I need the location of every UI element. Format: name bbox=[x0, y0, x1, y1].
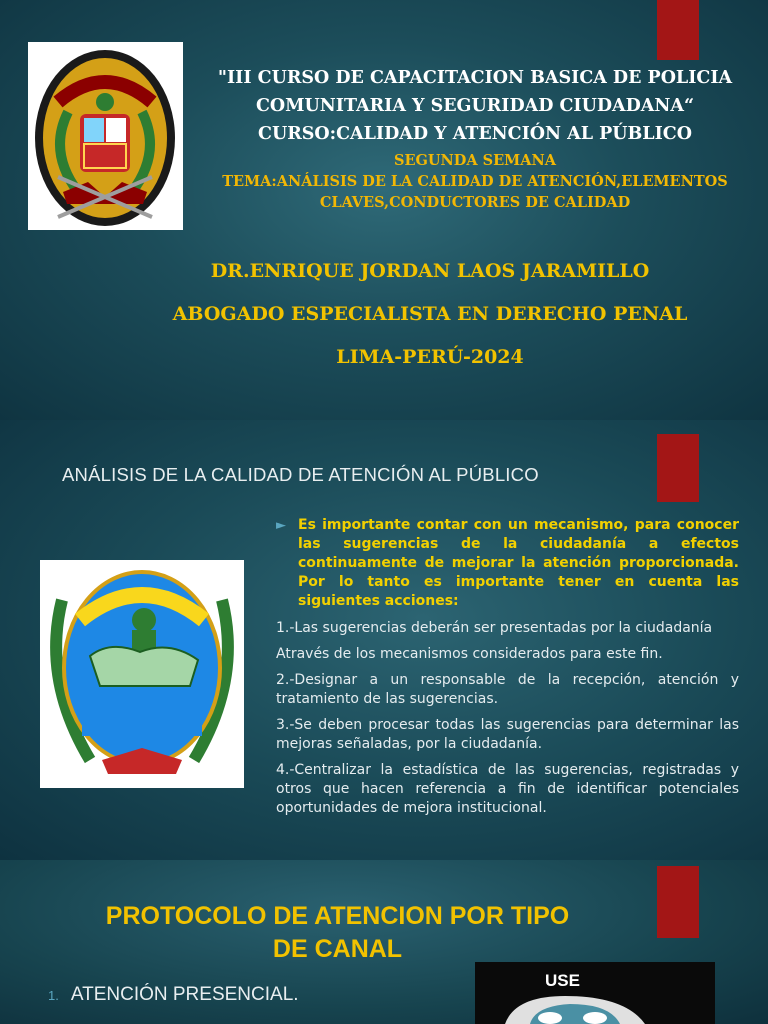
analysis-body bbox=[276, 516, 739, 825]
red-accent-bar bbox=[657, 866, 699, 938]
author-name: DR.ENRIQUE JORDAN LAOS JARAMILLO bbox=[210, 260, 650, 282]
poster-text: USE bbox=[545, 971, 580, 990]
course-heading bbox=[190, 64, 760, 213]
item-text: ATENCIÓN PRESENCIAL. bbox=[70, 984, 299, 1005]
course-title-line2: COMUNITARIA Y SEGURIDAD CIUDADANA“ bbox=[255, 96, 695, 116]
slide-title bbox=[0, 0, 768, 420]
author-block bbox=[130, 250, 730, 379]
place-year: LIMA-PERÚ-2024 bbox=[336, 346, 524, 368]
poster-figure-icon bbox=[475, 962, 715, 1024]
police-emblem-icon bbox=[28, 42, 183, 230]
paragraph-4: 3.-Se deben procesar todas las sugerencias para determinar las mejoras señaladas, por la ciudadanía. bbox=[276, 717, 739, 752]
red-accent-bar bbox=[657, 434, 699, 502]
protocol-title-line2: DE CANAL bbox=[272, 935, 403, 963]
slide-title: ANÁLISIS DE LA CALIDAD DE ATENCIÓN AL PÚBLICO bbox=[62, 464, 539, 485]
slide-protocol bbox=[0, 860, 768, 1024]
protocol-title bbox=[50, 900, 625, 966]
topic-line1: TEMA:ANÁLISIS DE LA CALIDAD DE ATENCIÓN,ELEMENTOS bbox=[222, 173, 728, 190]
list-item bbox=[48, 984, 299, 1006]
intro-bullet-text: Es importante contar con un mecanismo, para conocer las sugerencias de la ciudadanía a efectos continuamente de mejorar la atención proporcionada. Por lo tanto es importante tener en cuenta las siguientes acciones: bbox=[298, 517, 739, 609]
intro-bullet bbox=[276, 516, 739, 611]
week-label: SEGUNDA SEMANA bbox=[393, 152, 556, 169]
item-number: 1. bbox=[48, 988, 59, 1003]
paragraph-1: 1.-Las sugerencias deberán ser presentadas por la ciudadanía bbox=[276, 620, 713, 636]
protocol-title-line1: PROTOCOLO DE ATENCION POR TIPO bbox=[105, 902, 570, 930]
poster-image bbox=[475, 962, 715, 1024]
course-title-line3: CURSO:CALIDAD Y ATENCIÓN AL PÚBLICO bbox=[258, 124, 692, 144]
topic-line2: CLAVES,CONDUCTORES DE CALIDAD bbox=[319, 194, 631, 211]
paragraph-3: 2.-Designar a un responsable de la recepción, atención y tratamiento de las sugerencias. bbox=[276, 672, 739, 707]
paragraph-5: 4.-Centralizar la estadística de las sugerencias, registradas y otros que hacen referencia a fin de identificar potenciales oportunidades de mejora institucional. bbox=[276, 762, 739, 816]
slide-analysis bbox=[0, 420, 768, 860]
red-accent-bar bbox=[657, 0, 699, 60]
paragraph-2: Através de los mecanismos considerados para este fin. bbox=[276, 646, 663, 662]
author-title: ABOGADO ESPECIALISTA EN DERECHO PENAL bbox=[172, 303, 688, 325]
community-police-badge bbox=[40, 560, 244, 788]
policia-nacional-logo bbox=[28, 42, 183, 230]
course-title-line1: "III CURSO DE CAPACITACION BASICA DE POLICIA bbox=[217, 68, 733, 88]
bullet-arrow-icon: ► bbox=[276, 518, 286, 533]
community-police-badge-icon bbox=[40, 560, 244, 788]
